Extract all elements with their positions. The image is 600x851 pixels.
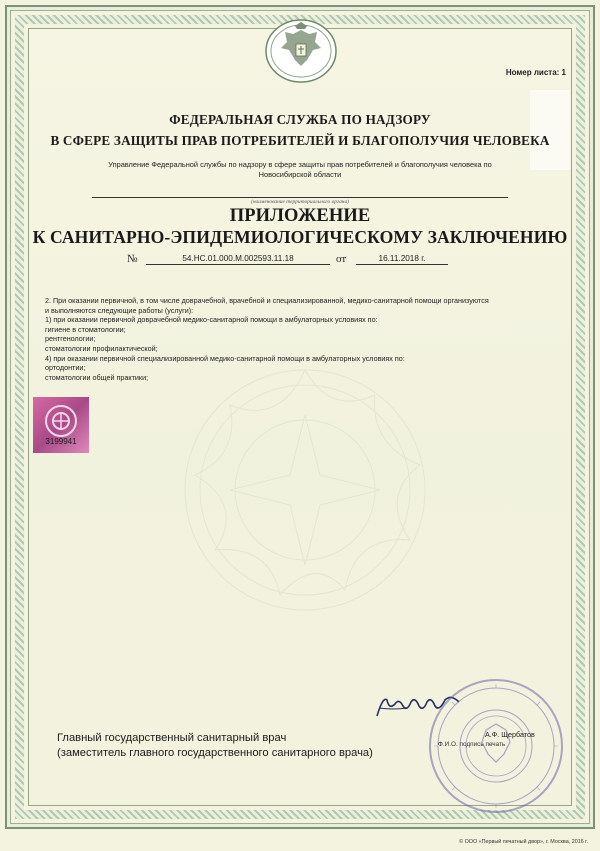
document-title-line-1: ПРИЛОЖЕНИЕ <box>229 206 371 226</box>
state-emblem-icon <box>265 18 337 84</box>
territorial-office-name <box>60 160 540 180</box>
office-underline <box>92 197 508 198</box>
services-list <box>45 296 560 382</box>
date-label: от <box>336 253 347 265</box>
office-caption: (наименование территориального органа) <box>251 199 349 205</box>
body-line: 1) при оказании первичной доврачебной медико-санитарной помощи в амбулаторных условиях по: <box>45 315 378 325</box>
document-title <box>30 206 570 248</box>
body-line: 2. При оказании первичной, в том числе доврачебной, врачебной и специализированной, медико-санитарной помощи организуются <box>45 296 489 305</box>
official-title-line-1: Главный государственный санитарный врач <box>57 732 287 744</box>
body-line: 4) при оказании первичной специализированной медико-санитарной помощи в амбулаторных условиях по: <box>45 353 405 363</box>
signer-name: А.Ф. Щербатов <box>485 730 535 739</box>
agency-title-line-1: ФЕДЕРАЛЬНАЯ СЛУЖБА ПО НАДЗОРУ <box>169 112 431 127</box>
office-line-2: Новосибирской области <box>258 170 342 179</box>
hologram-sticker-icon <box>33 397 89 453</box>
document-date: 16.11.2018 г. <box>356 254 448 265</box>
sheet-number: Номер листа: 1 <box>505 68 566 77</box>
body-line: гигиене в стоматологии; <box>45 324 126 334</box>
body-line: и выполняются следующие работы (услуги): <box>45 305 194 315</box>
number-sign: № <box>127 253 138 265</box>
official-title-line-2: (заместитель главного государственного санитарного врача) <box>57 747 373 759</box>
document-number-line <box>0 253 600 269</box>
body-line: стоматологии профилактической; <box>45 343 158 353</box>
agency-title <box>40 109 560 151</box>
office-line-1: Управление Федеральной службы по надзору в сфере защиты прав потребителей и благополучия человека по <box>108 160 492 169</box>
body-line: рентгенологии; <box>45 334 96 344</box>
official-title <box>57 731 373 761</box>
watermark-rosette-icon <box>170 355 440 625</box>
printer-imprint: © ООО «Первый печатный двор», г. Москва, 2016 г. <box>459 839 588 845</box>
hologram-serial: 3199941 <box>45 437 77 446</box>
document-title-line-2: К САНИТАРНО-ЭПИДЕМИОЛОГИЧЕСКОМУ ЗАКЛЮЧЕНИЮ <box>32 227 568 247</box>
agency-title-line-2: В СФЕРЕ ЗАЩИТЫ ПРАВ ПОТРЕБИТЕЛЕЙ И БЛАГОПОЛУЧИЯ ЧЕЛОВЕКА <box>50 133 550 148</box>
body-line: стоматологии общей практики; <box>45 372 149 382</box>
document-number: 54.НС.01.000.М.002593.11.18 <box>146 254 330 265</box>
signature-caption: Ф.И.О. подпись печать <box>438 741 506 748</box>
body-line: ортодонтии; <box>45 363 86 373</box>
